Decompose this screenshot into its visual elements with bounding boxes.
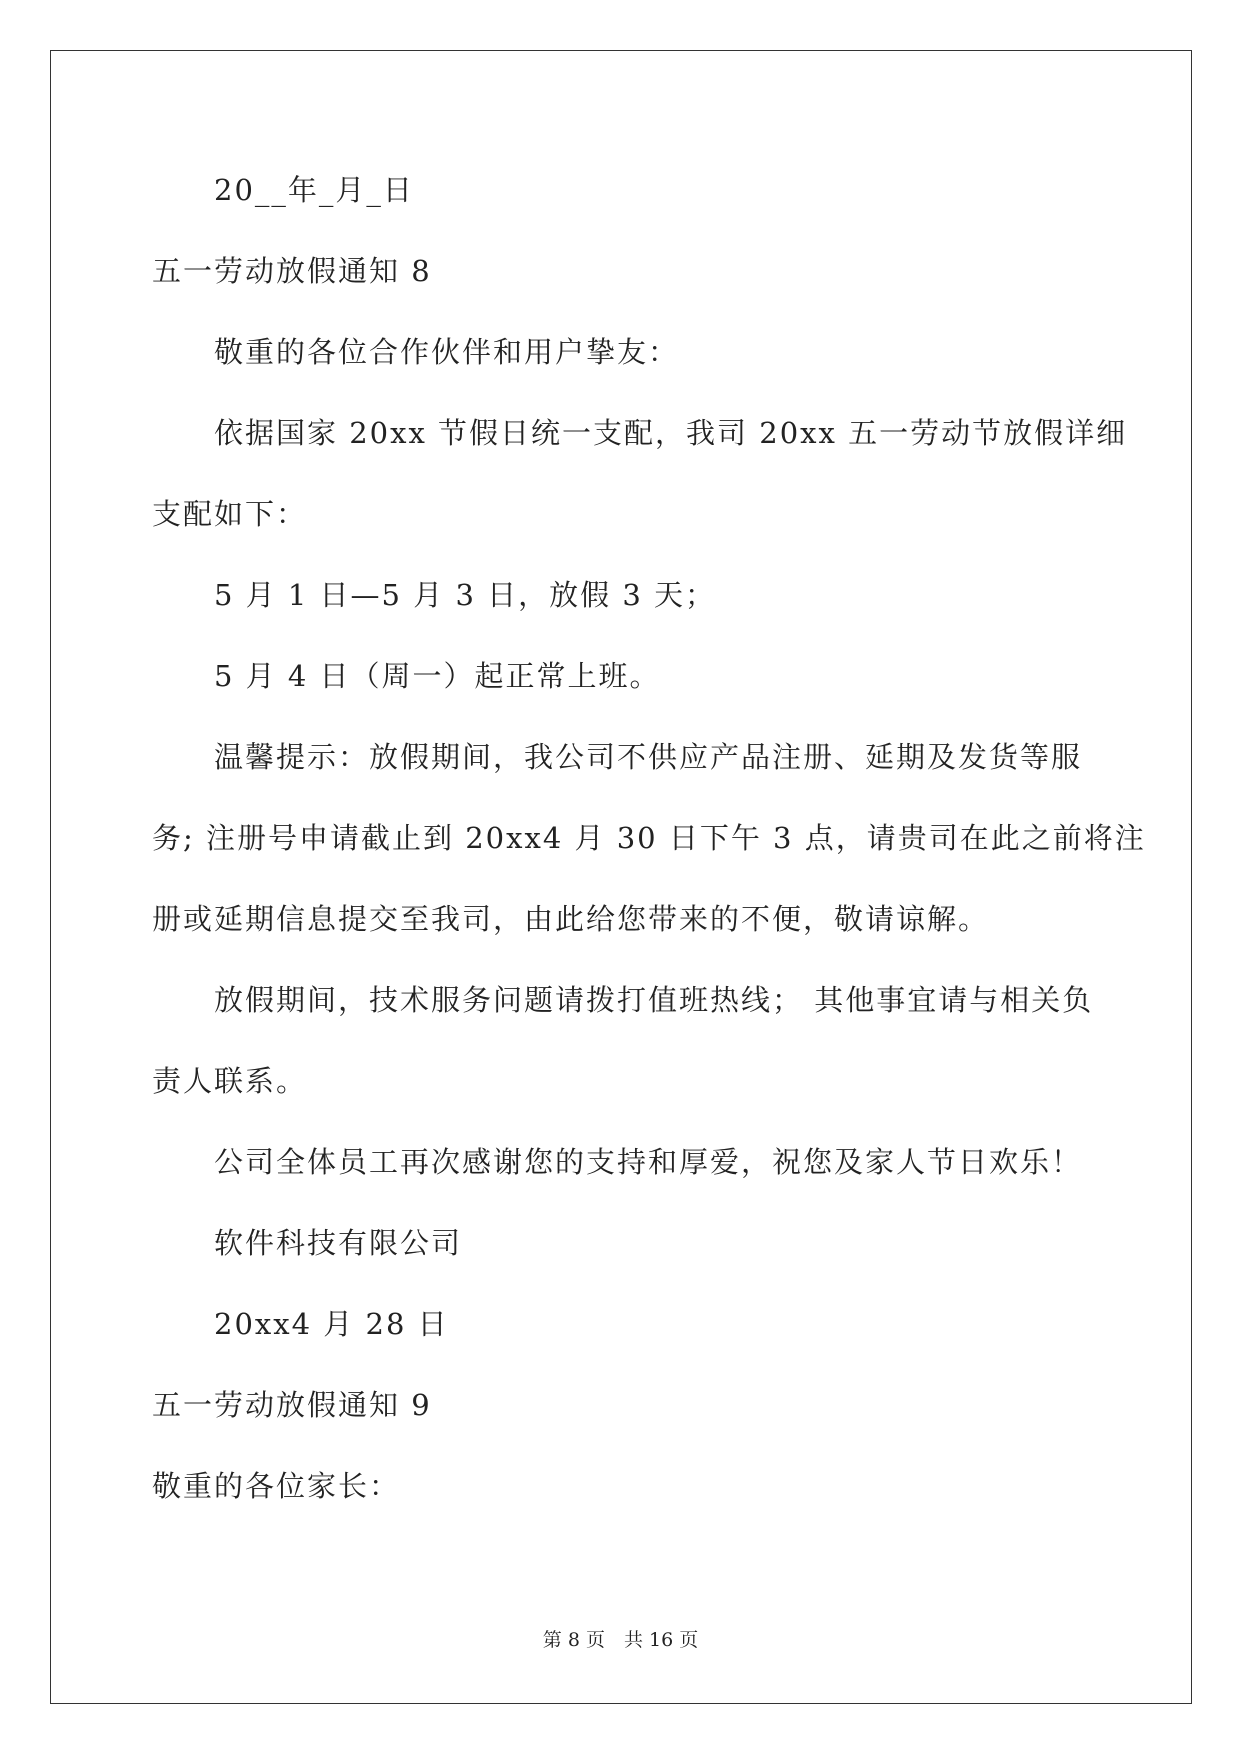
paragraph-line: 放假期间，技术服务问题请拨打值班热线； 其他事宜请与相关负 [214, 983, 1094, 1017]
greeting-partners: 敬重的各位合作伙伴和用户挚友： [214, 335, 680, 369]
greeting-parents: 敬重的各位家长： [152, 1469, 401, 1503]
paragraph-line: 责人联系。 [152, 1064, 308, 1098]
signature-company: 软件科技有限公司 [214, 1226, 463, 1260]
paragraph-line: 册或延期信息提交至我司，由此给您带来的不便，敬请谅解。 [152, 902, 990, 936]
paragraph-line: 务; 注册号申请截止到 20xx4 月 30 日下午 3 点，请贵司在此之前将注 [152, 821, 1146, 855]
paragraph-line: 温馨提示：放假期间，我公司不供应产品注册、延期及发货等服 [214, 740, 1083, 774]
notice-9-title: 五一劳动放假通知 9 [152, 1388, 432, 1422]
page-number-footer: 第 8 页 共 16 页 [542, 1629, 699, 1651]
paragraph-line: 依据国家 20xx 节假日统一支配，我司 20xx 五一劳动节放假详细 [214, 416, 1128, 450]
paragraph-line: 5 月 1 日—5 月 3 日，放假 3 天； [214, 578, 716, 612]
date-placeholder-line: 20__年_月_日 [214, 173, 414, 207]
signature-date: 20xx4 月 28 日 [214, 1307, 449, 1341]
paragraph-line: 5 月 4 日（周一）起正常上班。 [214, 659, 661, 693]
paragraph-line: 支配如下： [152, 497, 308, 531]
page-border [50, 50, 1192, 1704]
notice-8-title: 五一劳动放假通知 8 [152, 254, 432, 288]
paragraph-line: 公司全体员工再次感谢您的支持和厚爱，祝您及家人节日欢乐！ [214, 1145, 1083, 1179]
